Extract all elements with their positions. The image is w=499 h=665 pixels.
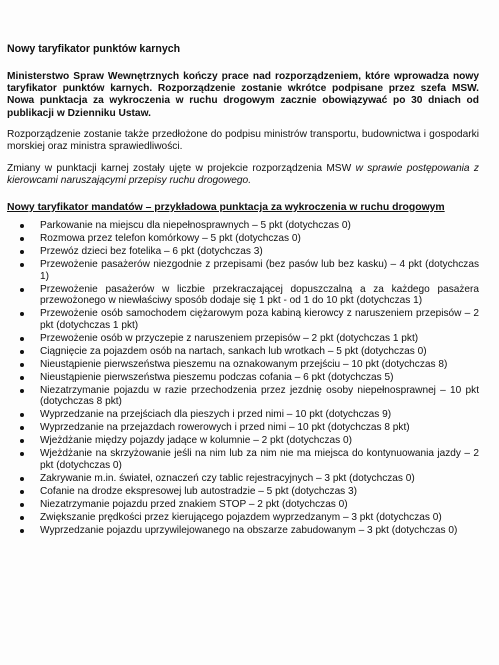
list-item-text: Niezatrzymanie pojazdu w razie przechodzenia przez jezdnię osoby niepełnosprawnej – 10 pkt (dotychczas 8 pkt) [40,384,479,408]
violations-list [7,220,479,536]
list-item-text: Przewożenie pasażerów w liczbie przekraczającej dopuszczalną a za każdego pasażera przewożonego w niewłaściwy sposób dodaje się 1 pkt - od 1 do 10 pkt (dotychczas 1) [40,283,479,307]
signing-paragraph: Rozporządzenie zostanie także przedłożone do podpisu ministrów transportu, budownictwa i gospodarki morskiej oraz ministra sprawiedliwości. [7,128,479,153]
list-item-text: Nieustąpienie pierwszeństwa pieszemu podczas cofania – 6 pkt (dotychczas 5) [40,371,394,383]
changes-paragraph [7,163,479,187]
list-item [20,422,479,434]
list-item [20,259,479,282]
list-item [20,372,479,384]
list-item-text: Wyprzedzanie pojazdu uprzywilejowanego na obszarze zabudowanym – 3 pkt (dotychczas 0) [40,524,458,536]
lead-paragraph: Ministerstwo Spraw Wewnętrznych kończy prace nad rozporządzeniem, które wprowadza nowy taryfikator punktów karnych. Rozporządzenie zostanie wkrótce podpisane przez szefa MSW. Nowa punktacja za wykroczenia w ruchu drogowym zacznie obowiązywać po 30 dniach od publikacji w Dzienniku Ustaw. [7,71,479,119]
list-item [20,409,479,421]
bullet-icon [20,426,24,430]
document-title: Nowy taryfikator punktów karnych [7,43,181,55]
bullet-icon [20,250,24,254]
bullet-icon [20,312,24,316]
bullet-icon [20,376,24,380]
list-item [20,220,479,232]
bullet-icon [20,363,24,367]
list-item-text: Wjeżdżanie między pojazdy jadące w kolumnie – 2 pkt (dotychczas 0) [40,435,352,447]
bullet-icon [20,224,24,228]
list-item [20,486,479,498]
list-item-text: Nieustąpienie pierwszeństwa pieszemu na oznakowanym przejściu – 10 pkt (dotychczas 8) [40,358,448,370]
list-item-text: Przewóz dzieci bez fotelika – 6 pkt (dotychczas 3) [40,246,263,257]
list-item [20,233,479,245]
bullet-icon [20,263,24,267]
list-item [20,346,479,358]
bullet-icon [20,350,24,354]
list-item-text: Przewożenie osób samochodem ciężarowym poza kabiną kierowcy z naruszeniem przepisów – 2 pkt (dotychczas 1 pkt) [40,308,479,331]
bullet-icon [20,389,24,393]
list-item [20,359,479,371]
bullet-icon [20,439,24,443]
list-item [20,308,479,331]
bullet-icon [20,529,24,533]
list-item-text: Wjeżdżanie na skrzyżowanie jeśli na nim lub za nim nie ma miejsca do kontynuowania jazdy – 2 pkt (dotychczas 0) [40,448,479,471]
list-item-text: Rozmowa przez telefon komórkowy – 5 pkt (dotychczas 0) [40,233,301,245]
bullet-icon [20,477,24,481]
bullet-icon [20,413,24,417]
bullet-icon [20,452,24,456]
bullet-icon [20,237,24,241]
list-item-text: Parkowanie na miejscu dla niepełnosprawnych – 5 pkt (dotychczas 0) [40,220,351,232]
list-item-text: Niezatrzymanie pojazdu przed znakiem STOP – 2 pkt (dotychczas 0) [40,498,348,510]
list-item [20,284,479,307]
list-item-text: Przewożenie osób w przyczepie z naruszeniem przepisów – 2 pkt (dotychczas 1 pkt) [40,332,419,344]
changes-paragraph-text: Zmiany w punktacji karnej zostały ujęte w projekcie rozporządzenia MSW [7,163,356,175]
list-item-text: Cofanie na drodze ekspresowej lub autostradzie – 5 pkt (dotychczas 3) [40,485,358,497]
list-item-text: Zakrywanie m.in. świateł, oznaczeń czy tablic rejestracyjnych – 3 pkt (dotychczas 0) [40,472,415,484]
list-item-text: Przewożenie pasażerów niezgodnie z przepisami (bez pasów lub bez kasku) – 4 pkt (dotychczas 1) [40,258,479,282]
bullet-icon [20,337,24,341]
section-title: Nowy taryfikator mandatów – przykładowa punktacja za wykroczenia w ruchu drogowym [7,201,445,213]
bullet-icon [20,503,24,507]
bullet-icon [20,288,24,292]
list-item [20,435,479,447]
list-item-text: Ciągnięcie za pojazdem osób na nartach, sankach lub wrotkach – 5 pkt (dotychczas 0) [40,345,427,357]
list-item-text: Wyprzedzanie na przejazdach rowerowych i przed nimi – 10 pkt (dotychczas 8 pkt) [40,422,410,434]
list-item [20,499,479,511]
list-item [20,525,479,537]
bullet-icon [20,516,24,520]
list-item [20,385,479,408]
list-item [20,333,479,345]
regulation-title-italic: w sprawie postępowania z kierowcami naruszającymi przepisy ruchu drogowego. [7,163,479,187]
list-item [20,473,479,485]
list-item-text: Wyprzedzanie na przejściach dla pieszych i przed nimi – 10 pkt (dotychczas 9) [40,409,392,421]
list-item-text: Zwiększanie prędkości przez kierującego pojazdem wyprzedzanym – 3 pkt (dotychczas 0) [40,511,442,523]
list-item [20,246,479,258]
list-item [20,512,479,524]
list-item [20,448,479,471]
bullet-icon [20,490,24,494]
